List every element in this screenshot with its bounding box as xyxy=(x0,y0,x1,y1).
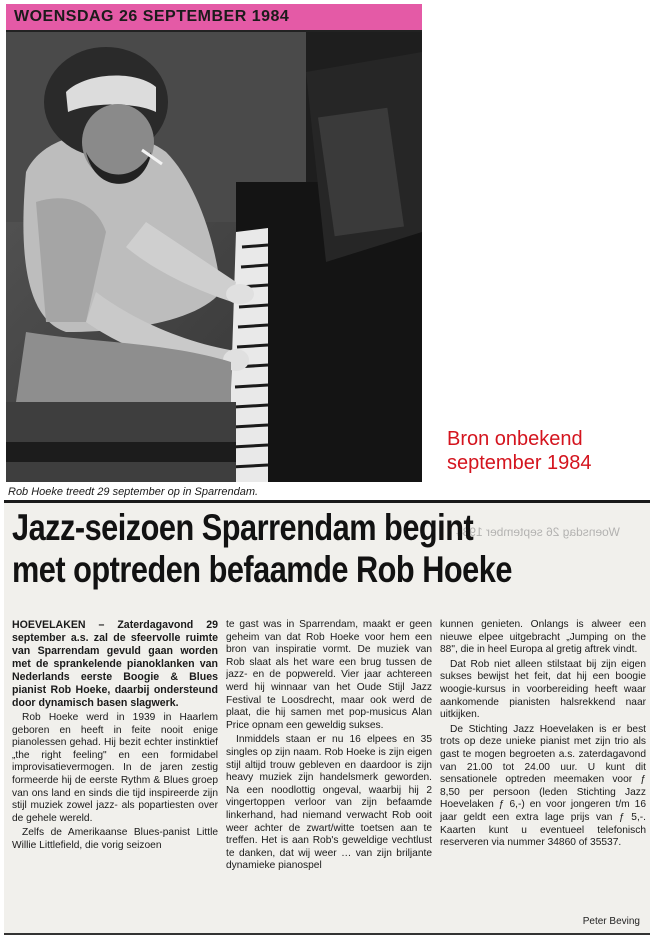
pianist-photo xyxy=(6,32,422,482)
article-paragraph: kunnen genieten. Onlangs is alweer een nieuwe elpee uitgebracht „Jumping on the 88", die in heel Europa al gretig aftrek vindt. xyxy=(440,619,646,656)
article-column-3 xyxy=(440,619,646,919)
article-paragraph: De Stichting Jazz Hoevelaken is er best trots op deze unieke pianist met zijn trio als gast te mogen begroeten a.s. zaterdagavond van 21.00 tot 24.00 uur. U kunt dit sensationele optreden meemaken voor ƒ 8,50 per persoon (leden Stichting Jazz Hoevelaken ƒ 6,-) en voor jongeren t/m 16 jaar geldt een extra lage prijs van ƒ 5,-. Kaarten kunt u eventueel telefonisch reserveren via nummer 34860 of 35537. xyxy=(440,723,646,849)
headline-line-1: Jazz-seizoen Sparrendam begint xyxy=(12,507,474,548)
author-signature: Peter Beving xyxy=(582,916,640,927)
article-columns xyxy=(12,619,646,919)
bleed-through-text: Woensdag 26 september 1984 xyxy=(456,525,620,539)
pianist-photo-illustration xyxy=(6,32,422,482)
source-line-2: september 1984 xyxy=(447,452,592,474)
article-paragraph: Zelfs de Amerikaanse Blues-panist Little Willie Littlefield, die vorig seizoen xyxy=(12,827,218,851)
headline-line-2: met optreden befaamde Rob Hoeke xyxy=(12,549,512,590)
article-paragraph: te gast was in Sparrendam, maakt er geen geheim van dat Rob Hoeke voor hem een bron van inspiratie vormt. De muziek van Rob slaat als het ware een brug tussen de jazz- en de popwereld. Vier jaar achtereen werd hij winnaar van het Oude Stijl Jazz Festival te Loosdrecht, maar ook werd de plaat, die hij samen met pop-musicus Alan Price opnam een geweldig sukses. xyxy=(226,619,432,731)
article-column-2 xyxy=(226,619,432,919)
date-text: WOENSDAG 26 SEPTEMBER 1984 xyxy=(14,8,290,25)
source-note xyxy=(447,427,592,475)
article-paragraph: Dat Rob niet alleen stilstaat bij zijn eigen sukses bewijst het feit, dat hij een boogie woogie-kursus in voorbereiding heeft waar aankomende pianisten halsrekkend naar uitkijken. xyxy=(440,658,646,721)
photo-caption: Rob Hoeke treedt 29 september op in Sparrendam. xyxy=(8,486,259,498)
article-paragraph: Rob Hoeke werd in 1939 in Haarlem geboren en heeft in feite nooit enige pianolessen gehad. Hij bezit echter instinktief „the right feeling" en een formidabel improvisatievermogen. In de jaren zestig formeerde hij de eerste Rythm & Blues groep van ons land en sinds die tijd inspireerde zijn stijl muziek zowel jazz- als popartiesten over de gehele wereld. xyxy=(12,712,218,824)
headline xyxy=(12,507,543,591)
date-banner xyxy=(6,4,422,32)
article-column-1 xyxy=(12,619,218,919)
source-line-1: Bron onbekend xyxy=(447,428,583,450)
article xyxy=(4,500,650,935)
article-paragraph: Inmiddels staan er nu 16 elpees en 35 singles op zijn naam. Rob Hoeke is zijn eigen stijl altijd trouw gebleven en daardoor is zijn heavy muziek zijn handelsmerk geworden. Na een noodlottig ongeval, waarbij hij 2 vingertoppen verloor van zijn befaamde linkerhand, had niemand verwacht Rob ooit weer achter de zwart/witte toetsen aan te treffen. Het is aan Rob's geweldige vechtlust te danken, dat wij weer … van zijn briljante dynamieke pianospel xyxy=(226,734,432,872)
article-lead: HOEVELAKEN – Zaterdagavond 29 september a.s. zal de sfeervolle ruimte van Sparrendam gevuld gaan worden met de sprankelende pianoklanken van Nederlands eerste Boogie & Blues pianist Rob Hoeke, daarbij ondersteund door dynamisch basen slagwerk. xyxy=(12,619,218,709)
